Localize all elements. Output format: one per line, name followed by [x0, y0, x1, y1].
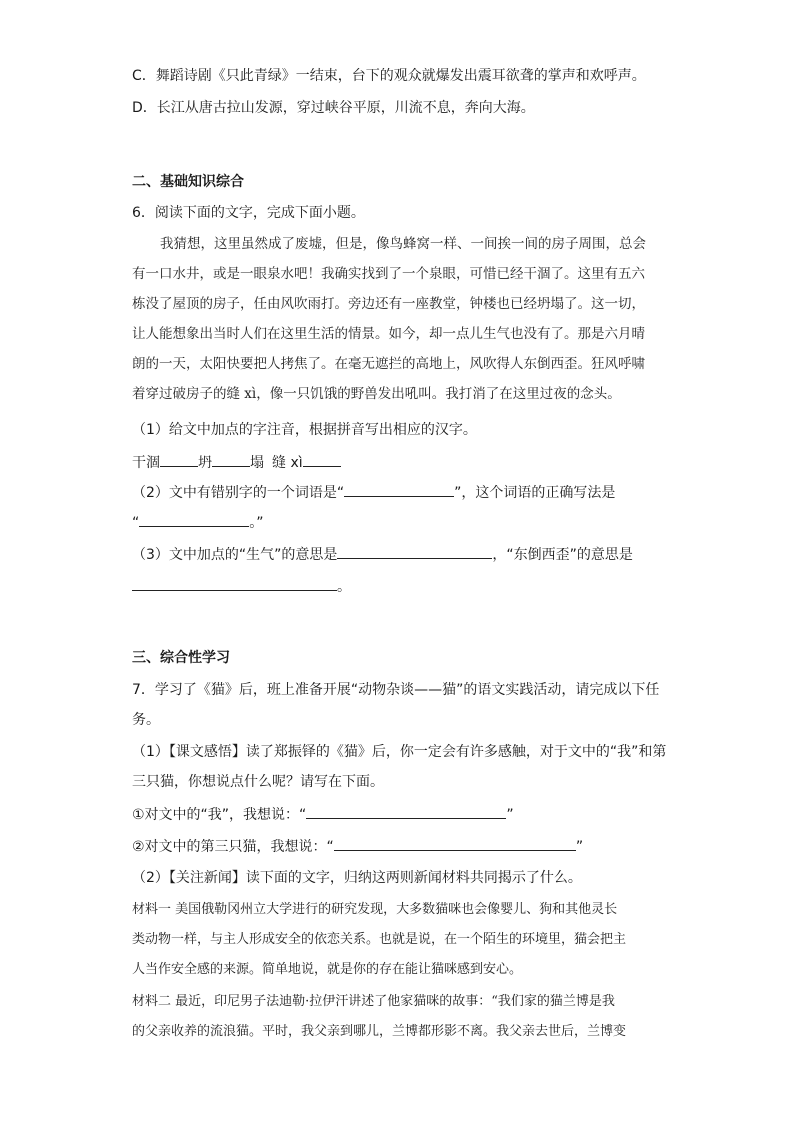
answer-blank[interactable]	[306, 804, 506, 819]
q6-sub3-text: 。	[337, 579, 351, 595]
q6-sub3-cont	[132, 576, 351, 597]
q7-item1	[132, 804, 514, 825]
q7-item2-text: ”	[575, 839, 584, 855]
passage-line: 着穿过破房子的缝 xì，像一只饥饿的野兽发出吼叫。我打消了在这里过夜的念头。	[132, 386, 621, 402]
q6-sub3	[132, 544, 633, 565]
answer-blank[interactable]	[212, 452, 250, 467]
answer-blank[interactable]	[303, 452, 341, 467]
q6-sub2-text: “	[132, 515, 140, 531]
q7-item1-text: ①对文中的“我”，我想说：“	[132, 807, 307, 823]
material-line: 人当作安全感的来源。简单地说，就是你的存在能让猫咪感到安心。	[132, 962, 523, 977]
q7-sub1: （1）【课文感悟】读了郑振铎的《猫》后，你一定会有许多感触，对于文中的“我”和第	[132, 744, 667, 760]
option-c: C．舞蹈诗剧《只此青绿》一结束，台下的观众就爆发出震耳欲聋的掌声和欢呼声。	[132, 68, 646, 84]
passage-line: 栋没了屋顶的房子，任由风吹雨打。旁边还有一座教堂，钟楼也已经坍塌了。这一切，	[132, 296, 645, 312]
material-line: 类动物一样，与主人形成安全的依恋关系。也就是说，在一个陌生的环境里，猫会把主	[132, 932, 627, 947]
q6-sub3-text: （3）文中加点的“生气”的意思是	[132, 547, 338, 563]
option-d: D．长江从唐古拉山发源，穿过峡谷平原，川流不息，奔向大海。	[132, 100, 535, 116]
passage-line: 我猜想，这里虽然成了废墟，但是，像鸟蜂窝一样、一间挨一间的房子周围，总会	[160, 236, 646, 252]
material-line: 材料二 最近，印尼男子法迪勒·拉伊汗讲述了他家猫咪的故事：“我们家的猫兰博是我	[132, 994, 615, 1009]
q6-sub3-text: ，“东倒西歪”的意思是	[492, 547, 633, 563]
section-heading-3: 三、综合性学习	[132, 650, 230, 666]
q6-sub2	[132, 482, 615, 503]
question-7: 7．学习了《猫》后，班上准备开展“动物杂谈——猫”的语文实践活动，请完成以下任	[132, 682, 660, 698]
passage-line: 朗的一天，太阳快要把人拷焦了。在毫无遮拦的高地上，风吹得人东倒西歪。狂风呼啸	[132, 356, 645, 372]
word-label: 坍	[198, 455, 212, 471]
material-line: 的父亲收养的流浪猫。平时，我父亲到哪儿，兰博都形影不离。我父亲去世后，兰博变	[132, 1024, 627, 1039]
answer-blank[interactable]	[337, 544, 492, 559]
question-7-cont: 务。	[132, 712, 160, 728]
answer-blank[interactable]	[344, 482, 454, 497]
q7-item1-text: ”	[506, 807, 514, 823]
q6-sub1-answer-row	[132, 452, 341, 473]
q7-item2	[132, 836, 583, 857]
q6-sub2-text: （2）文中有错别字的一个词语是“	[132, 485, 345, 501]
q6-sub2-cont	[132, 512, 264, 533]
q7-sub1-cont: 三只猫，你想说点什么呢？请写在下面。	[132, 774, 384, 790]
word-label: 塌	[250, 455, 264, 471]
q7-item2-text: ②对文中的第三只猫，我想说：“	[132, 839, 334, 855]
answer-blank[interactable]	[139, 512, 249, 527]
q6-sub1: （1）给文中加点的字注音，根据拼音写出相应的汉字。	[132, 422, 477, 438]
answer-blank[interactable]	[334, 836, 576, 851]
passage-line: 让人能想象出当时人们在这里生活的情景。如今，却一点儿生气也没有了。那是六月晴	[132, 326, 645, 342]
section-heading-2: 二、基础知识综合	[132, 174, 244, 190]
q6-sub2-text: 。”	[249, 515, 264, 531]
q6-sub2-text: ”，这个词语的正确写法是	[454, 485, 616, 501]
word-label: 干涸	[132, 455, 160, 471]
question-6: 6．阅读下面的文字，完成下面小题。	[132, 205, 365, 221]
passage-line: 有一口水井，或是一眼泉水吧！我确实找到了一个泉眼，可惜已经干涸了。这里有五六	[132, 266, 645, 282]
answer-blank[interactable]	[132, 576, 337, 591]
material-line: 材料一 美国俄勒冈州立大学进行的研究发现，大多数猫咪也会像婴儿、狗和其他灵长	[132, 902, 618, 917]
q7-sub2: （2）【关注新闻】读下面的文字，归纳这两则新闻材料共同揭示了什么。	[132, 870, 582, 886]
answer-blank[interactable]	[160, 452, 198, 467]
word-label: 缝 xì	[272, 455, 303, 471]
